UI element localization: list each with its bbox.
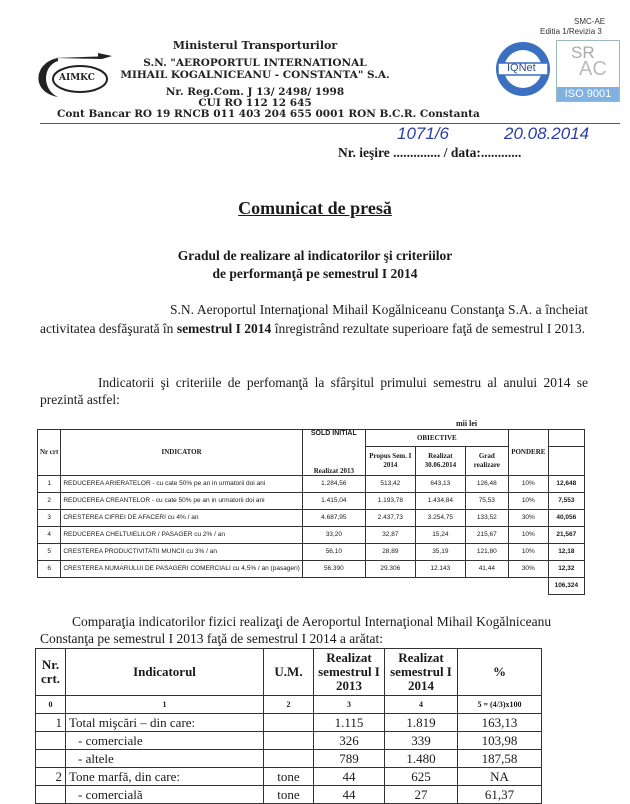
value-2014: 1.819 xyxy=(385,714,458,732)
subtitle-line1: Gradul de realizare al indicatorilor şi criteriilor xyxy=(177,248,453,263)
header-percent: % xyxy=(458,649,542,696)
header-indicator: INDICATOR xyxy=(61,430,302,476)
row-number: 4 xyxy=(38,526,61,543)
value-2013: 44 xyxy=(314,786,385,804)
row-number: 2 xyxy=(38,492,61,509)
iqnet-label: IQNet xyxy=(507,62,536,74)
percent-value: 61,37 xyxy=(458,786,542,804)
table-header-row xyxy=(38,430,585,447)
handwritten-date: 20.08.2014 xyxy=(504,124,590,143)
sold-initial-value: 56.390 xyxy=(302,560,365,577)
date-label: / data: xyxy=(443,145,481,160)
sold-initial-value: 56,10 xyxy=(302,543,365,560)
row-number: 3 xyxy=(38,509,61,526)
score-value: 7,553 xyxy=(548,492,584,509)
value-2013: 44 xyxy=(314,768,385,786)
row-number: 1 xyxy=(38,475,61,492)
physical-indicators-table xyxy=(35,648,542,804)
propus-value: 2.437,73 xyxy=(365,509,415,526)
header-pondere: PONDERE xyxy=(508,430,548,476)
value-2014: 1.480 xyxy=(385,750,458,768)
comparison-paragraph-line1: Comparaţia indicatorilor fizici realizaţi de Aeroportul Internaţional Mihail Kogălniceanu xyxy=(72,614,552,629)
indicators-paragraph: Indicatorii şi criteriile de perfomanţă la sfârşitul primului semestru al anului 2014 se prezintă astfel: xyxy=(40,375,588,407)
grad-realizare-value: 41,44 xyxy=(465,560,508,577)
header-um: U.M. xyxy=(264,649,314,696)
intro-paragraph xyxy=(40,300,588,338)
realizat-value: 3.254,75 xyxy=(415,509,465,526)
pondere-value: 10% xyxy=(508,475,548,492)
sold-initial-value: 4.687,95 xyxy=(302,509,365,526)
indicator-name: REDUCEREA CHELTUIELILOR / PASAGER cu 2% / an xyxy=(61,526,302,543)
iqnet-certification-badge xyxy=(494,40,552,98)
edition-revision: Editia 1/Revizia 3 xyxy=(540,27,602,36)
grad-realizare-value: 121,80 xyxy=(465,543,508,560)
row-number xyxy=(36,732,66,750)
table-row xyxy=(38,509,585,526)
comparison-paragraph-line2: Constanţa pe semestrul I 2013 faţă de semestrul I 2014 a arătat: xyxy=(40,631,384,646)
indicator-name: - altele xyxy=(66,750,264,768)
indicator-name: CRESTEREA NUMARULUI DE PASAGERI COMERCIALI cu 4,5% / an (pasageri) xyxy=(61,560,302,577)
exit-number-label: Nr. ieşire xyxy=(338,145,390,160)
intro-text-bold: semestrul I 2014 xyxy=(176,321,272,336)
row-number: 6 xyxy=(38,560,61,577)
srac-label-mid: AC xyxy=(579,58,607,80)
sold-initial-value: 1.415,04 xyxy=(302,492,365,509)
pondere-value: 10% xyxy=(508,492,548,509)
indicator-name: REDUCEREA CREANTELOR - cu cate 50% pe an in urmatorii doi ani xyxy=(61,492,302,509)
value-2013: 789 xyxy=(314,750,385,768)
company-name-line1: S.N. "AEROPORTUL INTERNATIONAL xyxy=(143,57,367,69)
table-row xyxy=(36,732,542,750)
index-0: 0 xyxy=(36,696,66,714)
table-row xyxy=(36,714,542,732)
header-objective: OBIECTIVE xyxy=(365,430,508,447)
company-logo xyxy=(28,52,114,102)
realizat-value: 12.143 xyxy=(415,560,465,577)
company-name-line2: MIHAIL KOGALNICEANU - CONSTANTA" S.A. xyxy=(120,69,390,81)
value-2013: 1.115 xyxy=(314,714,385,732)
unit-of-measure xyxy=(264,732,314,750)
score-value: 21,567 xyxy=(548,526,584,543)
propus-value: 28,89 xyxy=(365,543,415,560)
pondere-value: 30% xyxy=(508,560,548,577)
cui-number: CUI RO 112 12 645 xyxy=(198,97,312,109)
percent-value: 187,58 xyxy=(458,750,542,768)
row-number: 5 xyxy=(38,543,61,560)
row-number xyxy=(36,750,66,768)
subheader-score-blank xyxy=(548,447,584,476)
grad-realizare-value: 133,52 xyxy=(465,509,508,526)
bank-account: Cont Bancar RO 19 RNCB 011 403 204 655 0001 RON B.C.R. Constanta xyxy=(57,108,480,120)
document-title: Comunicat de presă xyxy=(238,198,392,218)
header-indicatorul: Indicatorul xyxy=(66,649,264,696)
indicator-name: - comercială xyxy=(66,786,264,804)
logo-text: AIMKC xyxy=(59,73,95,83)
header-propus: Propus Sem. I 2014 xyxy=(365,447,415,476)
percent-value: NA xyxy=(458,768,542,786)
reg-com-number: Nr. Reg.Com. J 13/ 2498/ 1998 xyxy=(165,86,345,98)
header-realizat-2014: Realizat semestrul I 2014 xyxy=(385,649,458,696)
realizat-value: 15,24 xyxy=(415,526,465,543)
table-row xyxy=(38,560,585,577)
indicator-name: Tone marfă, din care: xyxy=(66,768,264,786)
header-nr: Nr crt xyxy=(38,430,61,476)
table-total-row xyxy=(38,577,585,594)
intro-text-end: înregistrând rezultate superioare faţă de semestrul I 2013. xyxy=(271,321,586,336)
handwritten-exit-number: 1071/6 xyxy=(397,124,449,143)
percent-value: 163,13 xyxy=(458,714,542,732)
table-row xyxy=(38,526,585,543)
unit-of-measure: tone xyxy=(264,786,314,804)
sold-initial-value: 1.284,56 xyxy=(302,475,365,492)
unit-of-measure: tone xyxy=(264,768,314,786)
intro-text-start: S.N. Aeroportul Internaţional Mihail Kogălniceanu Constanţa S.A. a încheiat activitatea desfăşurată în xyxy=(40,302,588,336)
row-number xyxy=(36,786,66,804)
srac-label-top: SR xyxy=(571,43,595,62)
value-2014: 27 xyxy=(385,786,458,804)
indicator-name: CRESTEREA PRODUCTIVITATII MUNCII cu 3% / an xyxy=(61,543,302,560)
index-5: 5 = (4/3)x100 xyxy=(458,696,542,714)
index-2: 2 xyxy=(264,696,314,714)
pondere-value: 10% xyxy=(508,526,548,543)
header-realizat: Realizat 30.06.2014 xyxy=(415,447,465,476)
pondere-value: 30% xyxy=(508,509,548,526)
row-number: 2 xyxy=(36,768,66,786)
performance-indicators-table xyxy=(37,429,585,595)
percent-value: 103,98 xyxy=(458,732,542,750)
table-row xyxy=(38,543,585,560)
grad-realizare-value: 126,48 xyxy=(465,475,508,492)
value-2013: 326 xyxy=(314,732,385,750)
table-row xyxy=(36,786,542,804)
header-realizat-2013: Realizat semestrul I 2013 xyxy=(314,649,385,696)
score-value: 12,18 xyxy=(548,543,584,560)
table2-index-row xyxy=(36,696,542,714)
total-score: 106,324 xyxy=(548,577,584,594)
pondere-value: 10% xyxy=(508,543,548,560)
value-2014: 339 xyxy=(385,732,458,750)
grad-realizare-value: 75,53 xyxy=(465,492,508,509)
unit-label: mii lei xyxy=(456,419,478,428)
table-row xyxy=(38,475,585,492)
score-value: 40,056 xyxy=(548,509,584,526)
header-sold-initial: SOLD INITIAL xyxy=(302,430,365,447)
date-dots: ............ xyxy=(480,145,522,160)
table-row xyxy=(36,768,542,786)
table-row xyxy=(38,492,585,509)
indicator-name: Total mişcări – din care: xyxy=(66,714,264,732)
header-grad: Grad realizare xyxy=(465,447,508,476)
propus-value: 513,42 xyxy=(365,475,415,492)
score-value: 12,648 xyxy=(548,475,584,492)
score-value: 12,32 xyxy=(548,560,584,577)
header-nr-crt: Nr. crt. xyxy=(36,649,66,696)
realizat-value: 643,13 xyxy=(415,475,465,492)
exit-number-dots: .............. xyxy=(393,145,441,160)
indicator-name: REDUCEREA ARIERATELOR - cu cate 50% pe an in urmatorii doi ani xyxy=(61,475,302,492)
subtitle-line2: de performanţă pe semestrul I 2014 xyxy=(212,266,418,281)
registration-line xyxy=(338,145,521,161)
indicator-name: CRESTEREA CIFREI DE AFACERI cu 4% / an xyxy=(61,509,302,526)
propus-value: 32,87 xyxy=(365,526,415,543)
header-realizat-2013: Realizat 2013 xyxy=(302,447,365,476)
index-4: 4 xyxy=(385,696,458,714)
sold-initial-value: 33,20 xyxy=(302,526,365,543)
ministry-name: Ministerul Transporturilor xyxy=(172,39,338,52)
propus-value: 29.306 xyxy=(365,560,415,577)
srac-certification-badge xyxy=(556,40,620,102)
propus-value: 1.193,78 xyxy=(365,492,415,509)
unit-of-measure xyxy=(264,750,314,768)
unit-of-measure xyxy=(264,714,314,732)
table2-header-row xyxy=(36,649,542,696)
index-3: 3 xyxy=(314,696,385,714)
value-2014: 625 xyxy=(385,768,458,786)
index-1: 1 xyxy=(66,696,264,714)
grad-realizare-value: 215,67 xyxy=(465,526,508,543)
doc-code: SMC-AE xyxy=(574,17,606,26)
row-number: 1 xyxy=(36,714,66,732)
table-row xyxy=(36,750,542,768)
iso-9001-label: ISO 9001 xyxy=(557,87,619,101)
realizat-value: 1.434,84 xyxy=(415,492,465,509)
indicator-name: - comerciale xyxy=(66,732,264,750)
header-score-blank xyxy=(548,430,584,447)
realizat-value: 35,19 xyxy=(415,543,465,560)
